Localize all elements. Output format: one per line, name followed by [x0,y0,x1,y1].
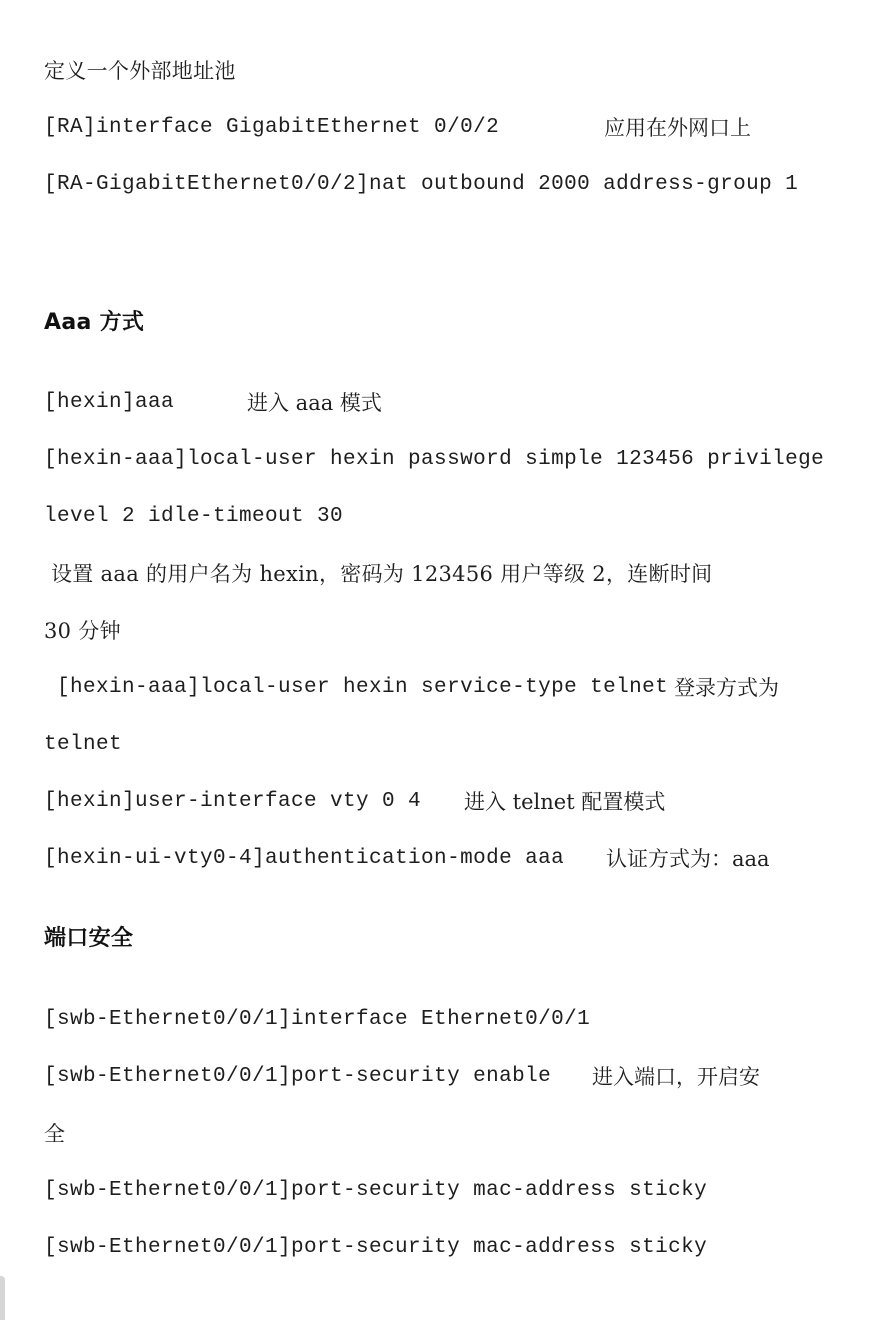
port-security-command-sticky-1: [swb-Ethernet0/0/1]port-security mac-address sticky [44,1179,708,1202]
aaa-command-user-interface-note: 进入 telnet 配置模式 [464,790,666,814]
aaa-section-heading: Aaa 方式 [44,310,145,335]
port-security-section-heading: 端口安全 [44,926,134,951]
page-edge-marker [0,1276,5,1320]
aaa-command-service-type-note-cont: telnet [44,733,123,756]
port-security-command-sticky-2: [swb-Ethernet0/0/1]port-security mac-address sticky [44,1236,708,1259]
aaa-command-local-user-line2: level 2 idle-timeout 30 [44,505,344,528]
aaa-command-authentication-mode-note: 认证方式为：aaa [606,847,770,871]
aaa-command-service-type-note: 登录方式为 [674,676,779,700]
nat-intro-text: 定义一个外部地址池 [44,59,236,83]
aaa-description-line1: 设置 aaa 的用户名为 hexin，密码为 123456 用户等级 2，连断时间 [44,562,713,586]
aaa-command-service-type: [hexin-aaa]local-user hexin service-type telnet [44,676,669,699]
aaa-command-enter: [hexin]aaa [44,391,175,414]
aaa-description-line2: 30 分钟 [44,619,121,643]
aaa-command-local-user-line1: [hexin-aaa]local-user hexin password simple 123456 privilege [44,448,825,471]
aaa-command-authentication-mode: [hexin-ui-vty0-4]authentication-mode aaa [44,847,565,870]
aaa-command-enter-note: 进入 aaa 模式 [247,391,382,415]
nat-command-interface: [RA]interface GigabitEthernet 0/0/2 [44,116,500,139]
nat-command-interface-note: 应用在外网口上 [604,116,751,140]
aaa-command-user-interface: [hexin]user-interface vty 0 4 [44,790,422,813]
port-security-command-interface: [swb-Ethernet0/0/1]interface Ethernet0/0/1 [44,1008,591,1031]
nat-command-outbound: [RA-GigabitEthernet0/0/2]nat outbound 2000 address-group 1 [44,173,799,196]
port-security-command-enable-note-cont: 全 [44,1122,66,1146]
port-security-command-enable-note: 进入端口，开启安 [592,1065,760,1089]
port-security-command-enable: [swb-Ethernet0/0/1]port-security enable [44,1065,552,1088]
